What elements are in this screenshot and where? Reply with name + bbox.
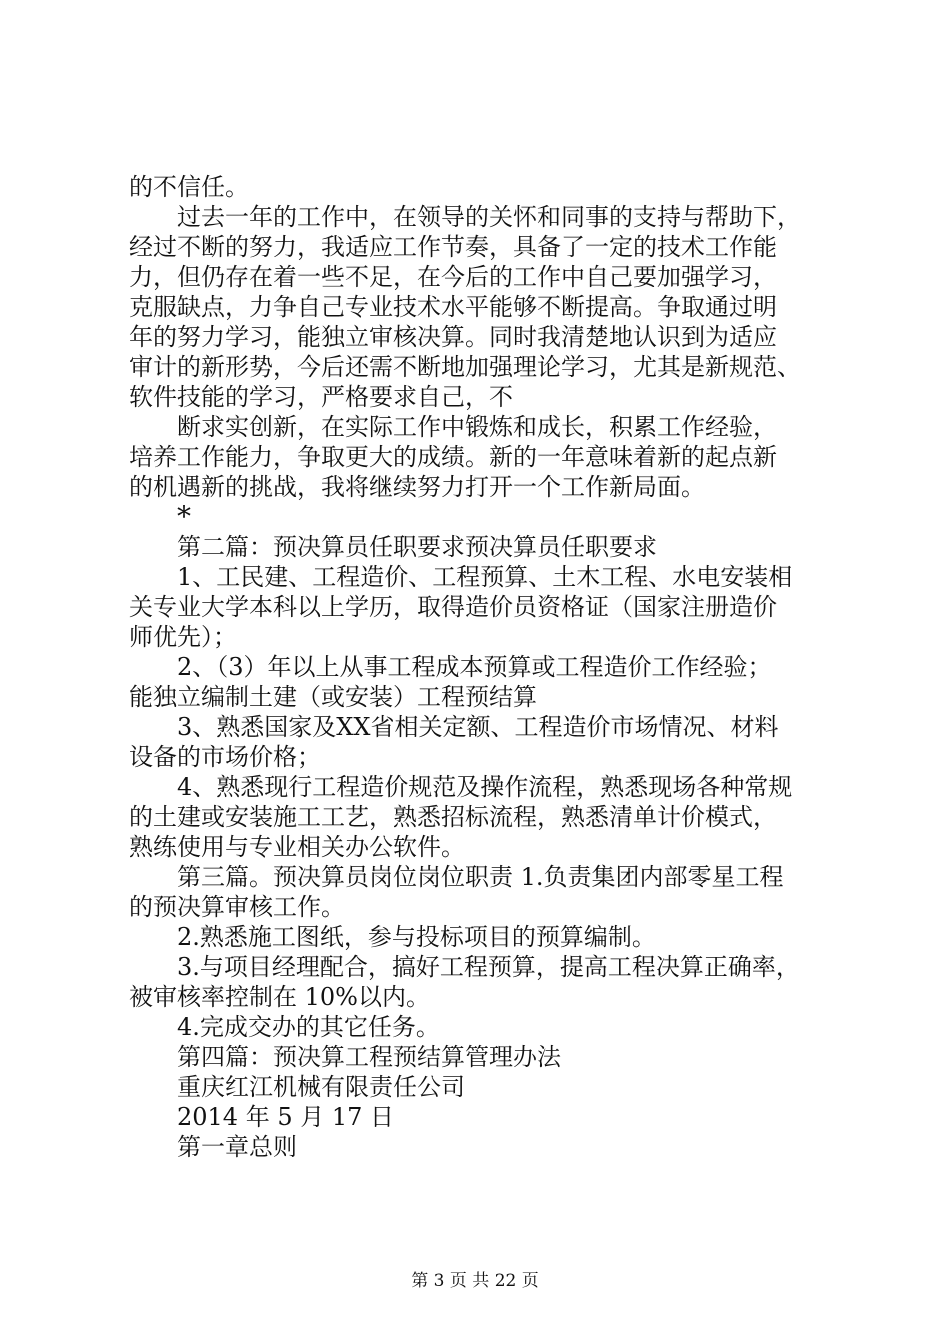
text-line: 年的努力学习，能独立审核决算。同时我清楚地认识到为适应 [129, 323, 777, 351]
text-line: 断求实创新，在实际工作中锻炼和成长，积累工作经验， [177, 413, 777, 441]
text-line: 的机遇新的挑战，我将继续努力打开一个工作新局面。 [129, 473, 705, 501]
document-body [129, 172, 829, 1162]
text-line: 克服缺点，力争自己专业技术水平能够不断提高。争取通过明 [129, 293, 777, 321]
text-line: 力，但仍存在着一些不足，在今后的工作中自己要加强学习， [129, 263, 777, 291]
page-footer [0, 1270, 950, 1292]
text-line: 经过不断的努力，我适应工作节奏，具备了一定的技术工作能 [129, 233, 777, 261]
text-line: 3、熟悉国家及XX省相关定额、工程造价市场情况、材料 [177, 713, 779, 741]
text-line: 2、（3）年以上从事工程成本预算或工程造价工作经验； [177, 653, 772, 681]
text-line: 3.与项目经理配合，搞好工程预算，提高工程决算正确率， [177, 953, 800, 981]
text-line: 软件技能的学习，严格要求自己，不 [129, 383, 513, 411]
text-line: 被审核率控制在 10%以内。 [129, 983, 430, 1011]
document-date: 2014 年 5 月 17 日 [177, 1103, 395, 1131]
company-name: 重庆红江机械有限责任公司 [177, 1073, 465, 1101]
text-line: 关专业大学本科以上学历，取得造价员资格证（国家注册造价 [129, 593, 777, 621]
text-line: 1、工民建、工程造价、工程预算、土木工程、水电安装相 [177, 563, 793, 591]
text-line: 能独立编制土建（或安装）工程预结算 [129, 683, 537, 711]
section-heading: 第二篇：预决算员任职要求预决算员任职要求 [177, 533, 657, 561]
text-line: 2.熟悉施工图纸，参与投标项目的预算编制。 [177, 923, 656, 951]
text-line: 师优先）； [129, 623, 237, 651]
text-line: 4.完成交办的其它任务。 [177, 1013, 440, 1041]
text-line: 过去一年的工作中，在领导的关怀和同事的支持与帮助下， [177, 203, 801, 231]
page-number: 第 3 页 共 22 页 [411, 1271, 539, 1291]
text-line: 的预决算审核工作。 [129, 893, 345, 921]
text-line: 审计的新形势，今后还需不断地加强理论学习，尤其是新规范、 [129, 353, 801, 381]
text-line: 的不信任。 [129, 173, 249, 201]
text-line: 熟练使用与专业相关办公软件。 [129, 833, 465, 861]
section-heading: 第三篇。预决算员岗位岗位职责 1.负责集团内部零星工程 [177, 863, 784, 891]
section-separator: * [177, 502, 191, 532]
text-line: 4、熟悉现行工程造价规范及操作流程，熟悉现场各种常规 [177, 773, 793, 801]
text-line: 的土建或安装施工工艺，熟悉招标流程，熟悉清单计价模式， [129, 803, 777, 831]
section-heading: 第四篇：预决算工程预结算管理办法 [177, 1043, 561, 1071]
text-line: 设备的市场价格； [129, 743, 321, 771]
text-line: 培养工作能力，争取更大的成绩。新的一年意味着新的起点新 [129, 443, 777, 471]
chapter-heading: 第一章总则 [177, 1133, 297, 1161]
